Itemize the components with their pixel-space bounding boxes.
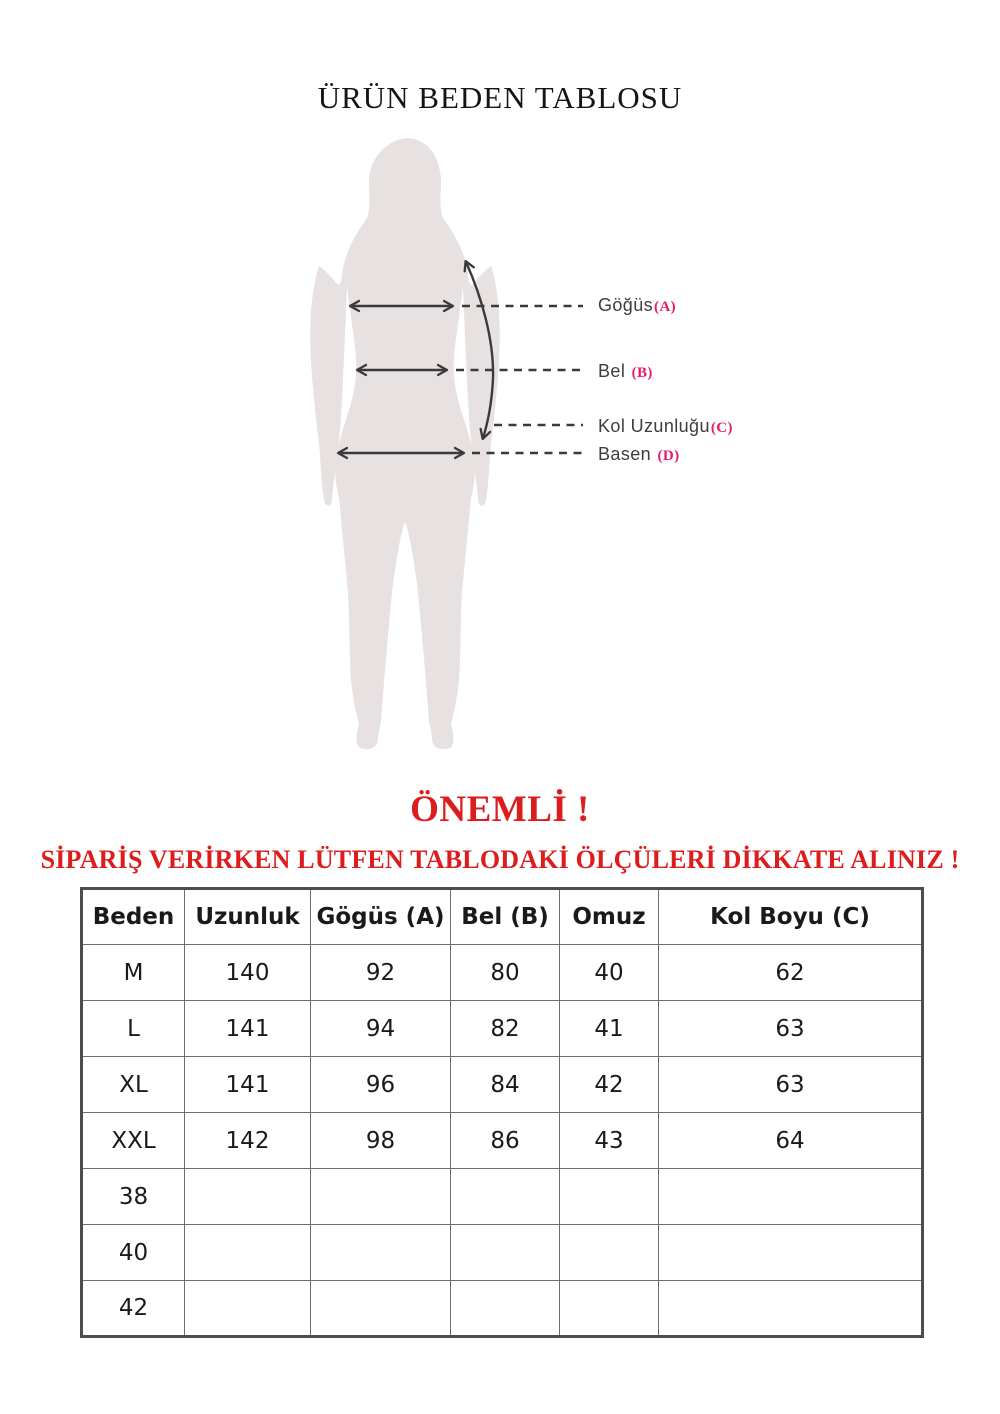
header-bel: Bel (B)	[451, 889, 560, 945]
cell-arm	[659, 1169, 923, 1225]
cell-size: M	[82, 945, 185, 1001]
label-chest-name: Göğüs	[598, 295, 654, 315]
cell-size: 42	[82, 1281, 185, 1337]
label-waist	[598, 361, 653, 382]
cell-shoulder: 41	[560, 1001, 659, 1057]
cell-length: 140	[185, 945, 311, 1001]
table-row	[82, 1057, 923, 1113]
header-uzunluk: Uzunluk	[185, 889, 311, 945]
cell-size: 40	[82, 1225, 185, 1281]
label-waist-code: (B)	[631, 365, 653, 381]
label-arm-length-name: Kol Uzunluğu	[598, 416, 710, 436]
label-hip	[598, 444, 679, 465]
warning-heading: ÖNEMLİ !	[410, 789, 590, 830]
cell-arm	[659, 1281, 923, 1337]
label-hip-code: (D)	[657, 448, 680, 464]
cell-length	[185, 1281, 311, 1337]
table-row	[82, 945, 923, 1001]
page-title: ÜRÜN BEDEN TABLOSU	[317, 80, 683, 115]
header-beden: Beden	[82, 889, 185, 945]
cell-length	[185, 1169, 311, 1225]
header-gogus: Gögüs (A)	[311, 889, 451, 945]
cell-waist: 80	[451, 945, 560, 1001]
cell-shoulder	[560, 1281, 659, 1337]
cell-arm	[659, 1225, 923, 1281]
cell-shoulder: 42	[560, 1057, 659, 1113]
table-row	[82, 1281, 923, 1337]
body-measurement-diagram	[280, 130, 760, 775]
cell-waist	[451, 1169, 560, 1225]
table-row	[82, 1001, 923, 1057]
table-row	[82, 1113, 923, 1169]
header-kol-boyu: Kol Boyu (C)	[659, 889, 923, 945]
cell-waist	[451, 1281, 560, 1337]
cell-arm: 64	[659, 1113, 923, 1169]
size-table	[80, 887, 924, 1338]
cell-shoulder	[560, 1169, 659, 1225]
cell-length: 142	[185, 1113, 311, 1169]
label-chest	[598, 295, 676, 316]
female-silhouette	[310, 138, 499, 749]
cell-length: 141	[185, 1001, 311, 1057]
cell-waist: 86	[451, 1113, 560, 1169]
cell-chest: 94	[311, 1001, 451, 1057]
cell-size: XL	[82, 1057, 185, 1113]
header-omuz: Omuz	[560, 889, 659, 945]
table-row	[82, 1169, 923, 1225]
cell-size: L	[82, 1001, 185, 1057]
cell-shoulder: 43	[560, 1113, 659, 1169]
label-hip-name: Basen	[598, 444, 652, 464]
cell-chest: 92	[311, 945, 451, 1001]
cell-arm: 62	[659, 945, 923, 1001]
cell-waist	[451, 1225, 560, 1281]
cell-shoulder	[560, 1225, 659, 1281]
label-waist-name: Bel	[598, 361, 626, 381]
cell-size: 38	[82, 1169, 185, 1225]
cell-chest	[311, 1225, 451, 1281]
cell-chest	[311, 1281, 451, 1337]
label-arm-length-code: (C)	[710, 420, 733, 436]
cell-chest	[311, 1169, 451, 1225]
cell-waist: 82	[451, 1001, 560, 1057]
cell-arm: 63	[659, 1001, 923, 1057]
cell-shoulder: 40	[560, 945, 659, 1001]
cell-size: XXL	[82, 1113, 185, 1169]
cell-chest: 96	[311, 1057, 451, 1113]
warning-subheading: SİPARİŞ VERİRKEN LÜTFEN TABLODAKİ ÖLÇÜLERİ DİKKATE ALINIZ !	[40, 845, 960, 874]
cell-length: 141	[185, 1057, 311, 1113]
cell-arm: 63	[659, 1057, 923, 1113]
cell-waist: 84	[451, 1057, 560, 1113]
label-chest-code: (A)	[654, 299, 677, 315]
size-table-header-row	[82, 889, 923, 945]
cell-length	[185, 1225, 311, 1281]
table-row	[82, 1225, 923, 1281]
cell-chest: 98	[311, 1113, 451, 1169]
label-arm-length	[598, 416, 733, 437]
